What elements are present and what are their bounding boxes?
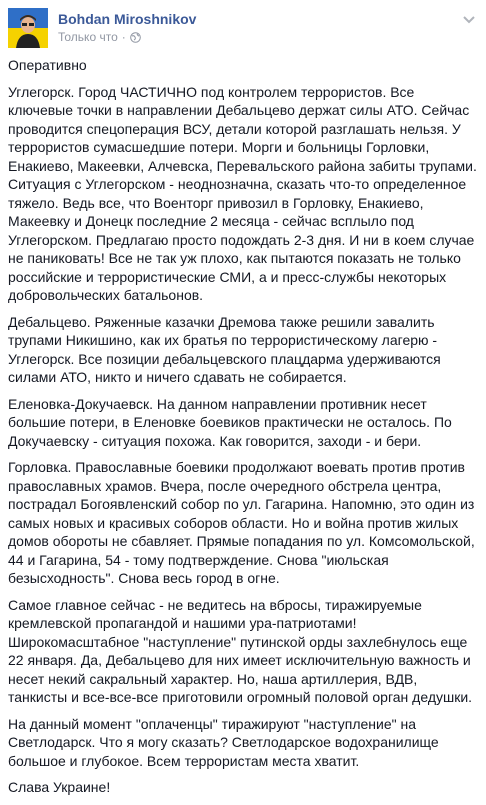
post-paragraph: Самое главное сейчас - не ведитесь на вбросы, тиражируемые кремлевской пропагандой и нашими ура-патриотами! Широкомасштабное "наступление" путинской орды захлебнулось еще 22 января. Да, Дебальцево для них имеет исключительную важность и несет некий сакральный характер. Но, наша артиллерия, ВДВ, танкисты и все-все-все приготовили огромный половой орган дедушки.: [8, 596, 473, 705]
post-paragraph: Дебальцево. Ряженные казачки Дремова также решили завалить трупами Никишино, как их братья по террористическому лагерю - Углегорск. Все позиции дебальцевского плацдарма удерживаются силами АТО, никто и ничего сдавать не собирается.: [8, 313, 441, 385]
avatar[interactable]: [8, 8, 48, 48]
author-name[interactable]: Bohdan Miroshnikov: [58, 11, 197, 27]
separator-dot: ·: [121, 30, 126, 44]
avatar-image: [8, 8, 48, 48]
post-meta: [58, 30, 141, 44]
globe-icon[interactable]: [130, 32, 141, 43]
post-paragraph: На данный момент "оплаченцы" тиражируют "наступление" на Светлодарск. Что я могу сказать? Светлодарское водохранилище большое и глубокое. Всем террористам места хватит.: [8, 715, 439, 769]
post-paragraph: Еленовка-Докучаевск. На данном направлении противник несет большие потери, в Еленовке боевиков практически не осталось. По Докучаевску - ситуация похожа. Как говорится, заходи - и бери.: [8, 395, 452, 449]
post-body: [8, 56, 480, 805]
post-paragraph: Горловка. Православные боевики продолжают воевать против против православных храмов. Вчера, после очередного обстрела центра, пострадал Богоявленский собор по ул. Гагарина. Напомню, это один из самых новых и красивых соборов области. Но и война против жилых домов обороты не сбавляет. Прямые попадания по ул. Комсомольской, 44 и Гагарина, 54 - тому подтверждение. Снова "июльская безысходность". Снова весь город в огне.: [8, 459, 475, 586]
post-header: [0, 0, 486, 52]
chevron-down-icon[interactable]: [462, 12, 476, 22]
post-paragraph: Углегорск. Город ЧАСТИЧНО под контролем террористов. Все ключевые точки в направлении Дебальцево держат силы АТО. Сейчас проводится спецоперация ВСУ, детали которой разглашать нельзя. У террористов сумасшедшие потери. Морги и больницы Горловки, Енакиево, Макеевки, Алчевска, Перевальского района забиты трупами. Ситуация с Углегорском - неоднозначна, сказать что-то определенное тяжело. Ведь все, что Военторг привозил в Горловку, Енакиево, Макеевку и Донецк последние 2 месяца - сейчас всплыло под Углегорском. Предлагаю просто подождать 2-3 дня. И ни в коем случае не паниковать! Все не так уж плохо, как пытаются показать не только российские и террористические СМИ, а и пресс-службы некоторых добровольческих батальонов.: [8, 83, 477, 303]
timestamp[interactable]: Только что: [58, 30, 118, 44]
post-paragraph: Оперативно: [8, 57, 87, 73]
post-paragraph: Слава Украине!: [8, 779, 111, 795]
